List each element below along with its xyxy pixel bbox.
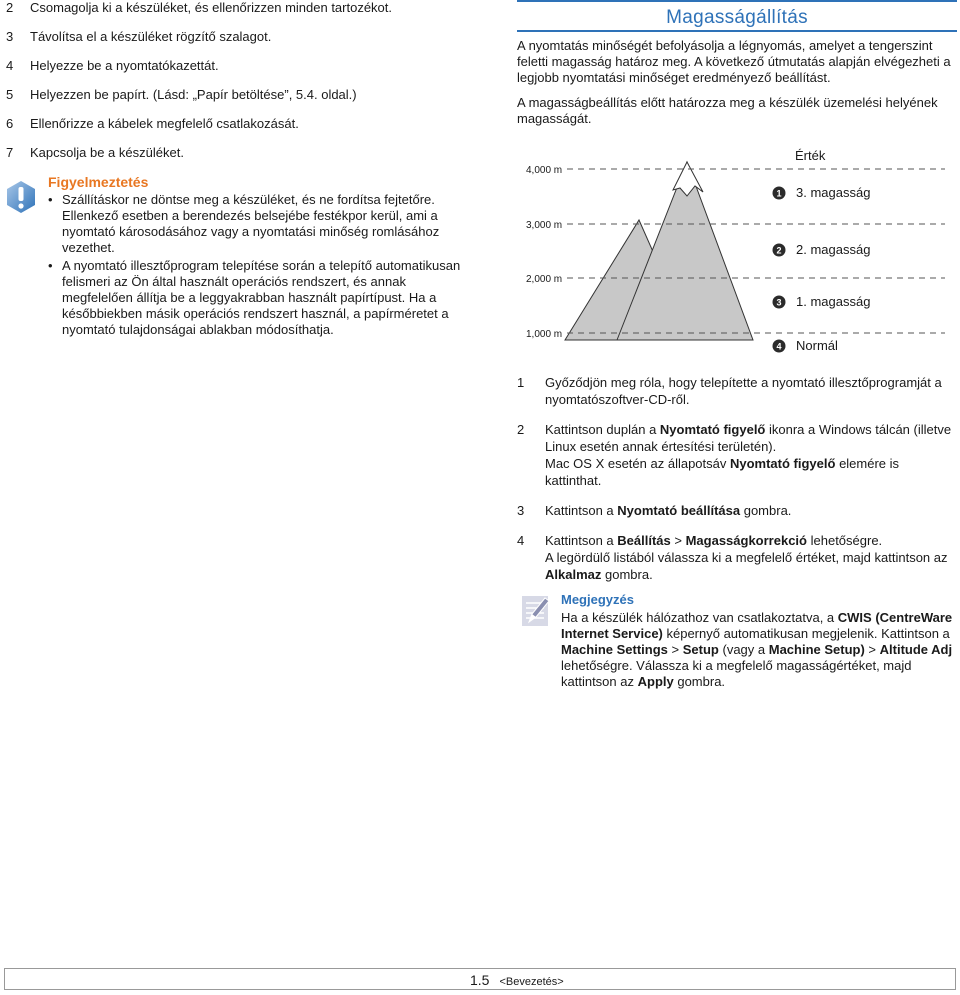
step-text: Távolítsa el a készüléket rögzítő szalagot. [30,29,272,44]
value-badge-number: 2 [776,245,782,256]
value-badge-number: 4 [776,341,782,352]
step-text: Helyezze be a nyomtatókazettát. [30,58,219,73]
step-number: 2 [6,0,14,15]
setup-step [6,0,466,29]
altitude-step [517,532,957,583]
altitude-steps [517,374,957,596]
value-label: 1. magasság [796,294,871,309]
step-text: Győződjön meg róla, hogy telepítette a nyomtató illesztőprogramját a nyomtatószoftver-CD-ről. [545,375,942,407]
step-text: Kattintson a Beállítás > Magasságkorrekció lehetőségre. A legördülő listából válassza ki a megfelelő értéket, majd kattintson az Alkalmaz gombra. [545,533,948,582]
altitude-level-label: 4,000 m [526,165,563,176]
altitude-diagram [517,140,957,365]
step-number: 6 [6,116,14,131]
step-number: 4 [517,533,525,548]
setup-step [6,29,466,58]
section-title: Magasságállítás [517,0,957,32]
setup-step [6,116,466,145]
warning-bullet: • A nyomtató illesztőprogram telepítése során a telepítő automatikusan felismeri az Ön által használt operációs rendszert, és annak megfelelően állítja be a leggyakrabban használt papírtípust. Ha a későbbiekben másik operációs rendszert használ, a papírméretet a nyomtató tulajdonságai ablakban módosíthatja. [48,258,468,338]
step-text: Kattintson a Nyomtató beállítása gombra. [545,503,792,518]
step-text: Kapcsolja be a készüléket. [30,145,184,160]
note-title: Megjegyzés [561,592,634,607]
value-badge-number: 3 [776,297,782,308]
warning-bullet-text: A nyomtató illesztőprogram telepítése során a telepítő automatikusan felismeri az Ön által használt operációs rendszert, és annak megfelelően állítja be a leggyakrabban használt papírtípust. Ha a későbbiekben másik operációs rendszert használ, a papírméretet a nyomtató tulajdonságai ablakban módosíthatja. [62,258,461,337]
exclamation-icon [6,180,36,214]
page-number: 1.5 [470,972,490,988]
step-number: 7 [6,145,14,160]
intro-paragraph-2: A magasságbeállítás előtt határozza meg a készülék üzemelési helyének magasságát. [517,95,938,126]
note-body: Ha a készülék hálózathoz van csatlakoztatva, a CWIS (CentreWare Internet Service) képernyő automatikusan megjelenik. Kattintson a Machine Settings > Setup (vagy a Machine Setup) > Altitude Adj lehetőségre. Válassza ki a megfelelő magasságértéket, majd kattintson az Apply gombra. [561,610,953,689]
warning-body [48,192,468,340]
value-header: Érték [795,148,826,163]
value-label: 3. magasság [796,185,871,200]
setup-steps [6,0,466,174]
warning-bullet: • Szállításkor ne döntse meg a készüléket, és ne fordítsa fejtetőre. Ellenkező esetben a berendezés belsejébe festékpor kerül, ami a nyomtató károsodásához vagy a nyomtatási minőség romlásához vezethet. [48,192,468,256]
altitude-step [517,502,957,519]
setup-step [6,58,466,87]
altitude-step [517,421,957,489]
step-text: Csomagolja ki a készüléket, és ellenőrizzen minden tartozékot. [30,0,393,15]
altitude-section [517,0,957,127]
page-footer [4,968,956,990]
warning-title: Figyelmeztetés [48,174,149,190]
setup-step [6,87,466,116]
intro-paragraph: A nyomtatás minőségét befolyásolja a légnyomás, amelyet a tengerszint feletti magasság határoz meg. A következő útmutatás alapján elvégezheti a legjobb nyomtatási minőséget eredményező beállítást. [517,38,951,85]
setup-step [6,145,466,174]
value-label: 2. magasság [796,242,871,257]
altitude-diagram-svg [517,140,957,365]
step-number: 5 [6,87,14,102]
altitude-level-label: 2,000 m [526,274,563,285]
value-badge-number: 1 [776,188,782,199]
altitude-level-label: 3,000 m [526,220,563,231]
step-number: 2 [517,422,525,437]
step-text: Kattintson duplán a Nyomtató figyelő ikonra a Windows tálcán (illetve Linux esetén annak értesítési területén). Mac OS X esetén az állapotsáv Nyomtató figyelő elemére is kattinthat. [545,422,952,488]
footer-section: <Bevezetés> [499,976,564,988]
step-text: Helyezzen be papírt. (Lásd: „Papír betöltése”, 5.4. oldal.) [30,87,357,102]
step-number: 3 [6,29,14,44]
step-number: 3 [517,503,525,518]
altitude-step [517,374,957,408]
step-number: 1 [517,375,525,390]
value-label: Normál [796,338,838,353]
altitude-level-label: 1,000 m [526,329,563,340]
warning-bullet-text: Szállításkor ne döntse meg a készüléket, és ne fordítsa fejtetőre. Ellenkező esetben a berendezés belsejébe festékpor kerül, ami a nyomtató károsodásához vagy a nyomtatási minőség romlásához vezethet. [62,192,440,255]
step-number: 4 [6,58,14,73]
note-pencil-icon [521,594,551,628]
step-text: Ellenőrizze a kábelek megfelelő csatlakozását. [30,116,299,131]
